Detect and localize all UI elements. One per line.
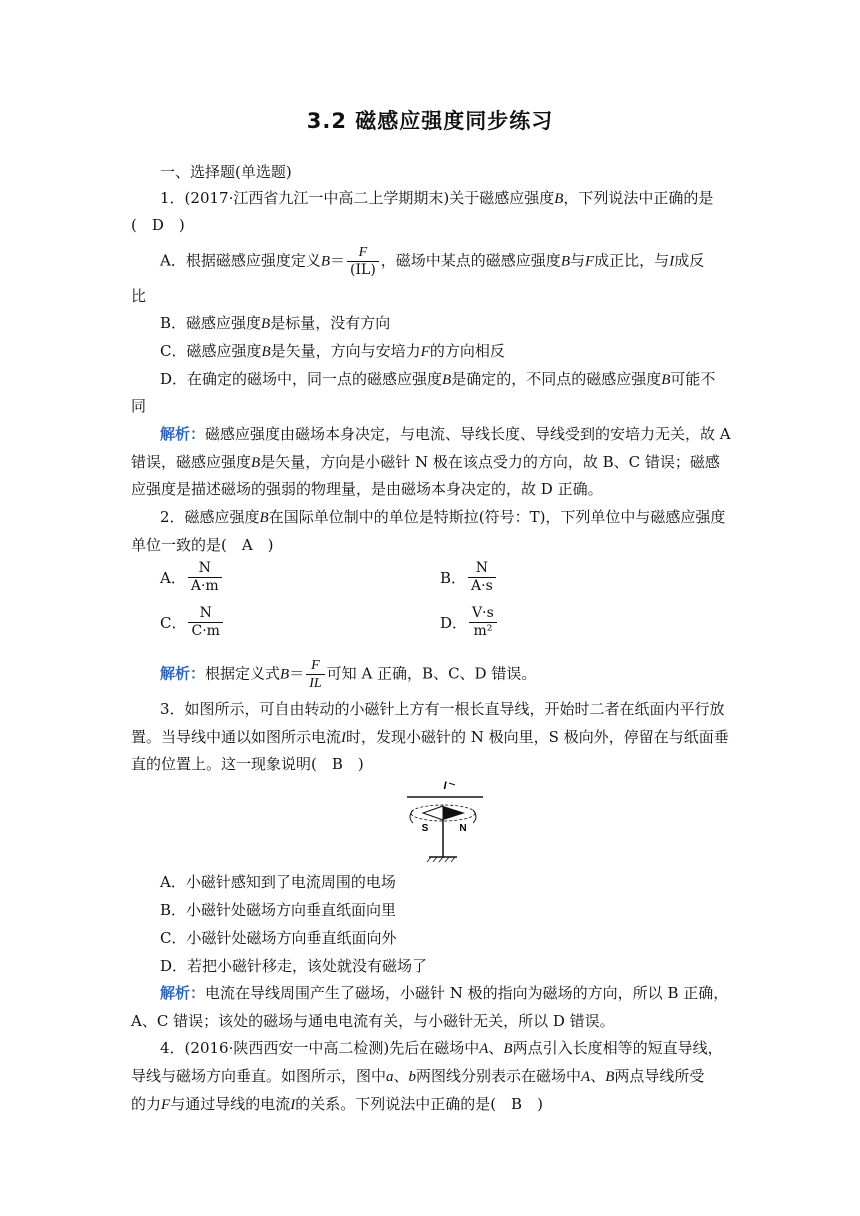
q1-fraction: $\frac{F}{(IL)}$ (347, 244, 379, 279)
rotation-arrow-right (473, 810, 476, 823)
q3-option-d: D．若把小磁针移走，该处就没有磁场了 (160, 957, 428, 975)
q2-option-c: C． $\frac{N}{C\cdot m}$ (160, 605, 225, 640)
q3-stem-line-3: 直的位置上。这一现象说明( B ) (131, 755, 364, 773)
q3-stem-line-2: 置。当导线中通以如图所示电流I时，发现小磁针的 N 极向里，S 极向外，停留在与纸面垂 (131, 728, 729, 746)
q1-stem-line-1: 1．(2017·江西省九江一中高二上学期期末)关于磁感应强度B，下列说法中正确的是 (160, 189, 714, 207)
q1-analysis-line-1: 解析：磁感应强度由磁场本身决定，与电流、导线长度、导线受到的安培力无关，故 A (160, 425, 731, 443)
current-arrow (449, 783, 455, 785)
q3-option-c: C．小磁针处磁场方向垂直纸面向外 (160, 929, 397, 947)
needle-south-half (423, 806, 443, 820)
needle-north-half (443, 806, 465, 820)
q1-option-a-cont: 比 (131, 287, 147, 305)
q1-analysis-line-3: 应强度是描述磁场的强弱的物理量，是由磁场本身决定的，故 D 正确。 (131, 480, 603, 498)
page-title: 3.2 磁感应强度同步练习 (306, 109, 554, 133)
rotation-arrow-left (410, 810, 413, 823)
q2-option-b: B． $\frac{N}{A\cdot s}$ (440, 560, 498, 595)
q2-option-a: A． $\frac{N}{A\cdot m}$ (160, 560, 224, 595)
q3-analysis-line-1: 解析：电流在导线周围产生了磁场，小磁针 N 极的指向为磁场的方向，所以 B 正确， (160, 984, 729, 1002)
q2-stem-line-1: 2．磁感应强度B在国际单位制中的单位是特斯拉(符号：T)，下列单位中与磁感应强度 (160, 508, 726, 526)
q3-analysis-line-2: A、C 错误；该处的磁场与通电电流有关，与小磁针无关，所以 D 错误。 (131, 1012, 615, 1030)
south-pole-label: S (421, 823, 429, 834)
q2-analysis: 解析：根据定义式B＝ $\frac{F}{IL}$ 可知 A 正确，B、C、D 错误。 (160, 658, 537, 691)
q4-stem-line-3: 的力F与通过导线的电流I的关系。下列说法中正确的是( B ) (131, 1095, 543, 1113)
q3-option-a: A．小磁针感知到了电流周围的电场 (160, 873, 396, 891)
q4-stem-line-2: 导线与磁场方向垂直。如图所示，图中a、b两图线分别表示在磁场中A、B两点导线所受 (131, 1067, 705, 1085)
q2-stem-line-2: 单位一致的是( A ) (131, 536, 274, 554)
north-pole-label: N (459, 823, 467, 834)
q1-option-a: A．根据磁感应强度定义B＝ $\frac{F}{(IL)}$ ，磁场中某点的磁感应强度B与F成正比，与I成反 (160, 245, 705, 278)
q1-option-b: B．磁感应强度B是标量，没有方向 (160, 314, 391, 332)
q4-stem-line-1: 4．(2016·陕西西安一中高二检测)先后在磁场中A、B两点引入长度相等的短直导线， (160, 1039, 723, 1057)
q1-option-c: C．磁感应强度B是矢量，方向与安培力F的方向相反 (160, 342, 505, 360)
current-label: I (443, 780, 447, 792)
magnetic-needle-figure (395, 775, 495, 865)
q2-option-d: D． $\frac{V\cdot s}{\text{m²}}$ (440, 605, 499, 640)
q1-option-d: D．在确定的磁场中，同一点的磁感应强度B是确定的，不同点的磁感应强度B可能不 (160, 370, 716, 388)
q3-stem-line-1: 3．如图所示，可自由转动的小磁针上方有一根长直导线，开始时二者在纸面内平行放 (160, 700, 725, 718)
q3-option-b: B．小磁针处磁场方向垂直纸面向里 (160, 901, 397, 919)
q1-analysis-line-2: 错误，磁感应强度B是矢量，方向是小磁针 N 极在该点受力的方向，故 B、C 错误；磁感 (131, 453, 720, 471)
q1-answer: ( D ) (131, 216, 185, 234)
q1-option-d-cont: 同 (131, 397, 147, 415)
section-heading: 一、选择题(单选题) (160, 163, 292, 181)
